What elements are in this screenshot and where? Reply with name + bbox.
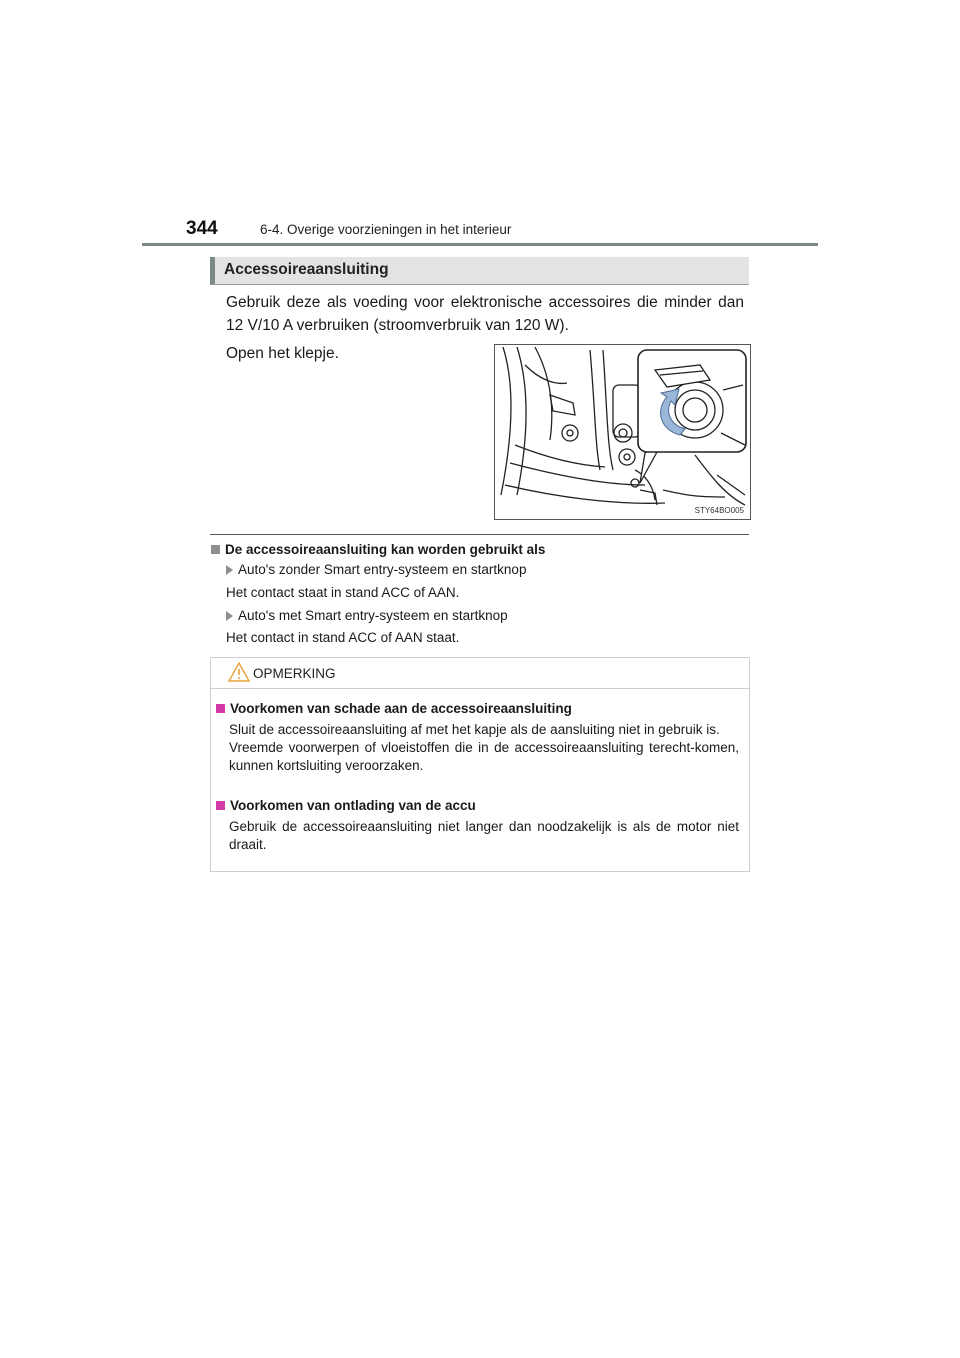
accessory-socket-illustration: [494, 344, 751, 520]
heading-text: Accessoireaansluiting: [224, 261, 389, 278]
condition-label: Auto's met Smart entry-systeem en startknop: [238, 608, 508, 623]
condition-text: Het contact staat in stand ACC of AAN.: [226, 585, 460, 600]
notice-header: [211, 658, 749, 689]
notice-label: OPMERKING: [253, 666, 336, 681]
square-bullet-icon: [211, 545, 220, 554]
intro-paragraph: Gebruik deze als voeding voor elektronische accessoires die minder dan 12 V/10 A verbruiken (stroomverbruik van 120 W).: [226, 294, 744, 334]
notice-box: [210, 657, 750, 872]
section-divider: [210, 534, 749, 535]
notice-paragraph: Sluit de accessoireaansluiting af met het kapje als de aansluiting niet in gebruik is.: [229, 722, 720, 737]
notice-item-title: [216, 798, 476, 813]
page-number: 344: [186, 218, 218, 239]
header-rule: [142, 243, 818, 246]
condition-label: Auto's zonder Smart entry-systeem en startknop: [238, 562, 527, 577]
notice-item-body: [229, 818, 739, 854]
triangle-bullet-icon: [226, 565, 233, 575]
list-item: [226, 608, 508, 623]
figure-code: STY64BO005: [694, 506, 744, 515]
step-text: Open het klepje.: [226, 345, 339, 362]
notice-paragraph: Gebruik de accessoireaansluiting niet langer dan noodzakelijk is als de motor niet draait.: [229, 819, 739, 852]
notice-item-title-text: Voorkomen van schade aan de accessoireaansluiting: [230, 701, 572, 716]
list-item: [226, 562, 526, 577]
warning-triangle-icon: [228, 662, 250, 682]
section-title: 6-4. Overige voorzieningen in het interieur: [260, 222, 512, 237]
usage-note-title: [211, 542, 545, 557]
dashboard-drawing: [495, 345, 750, 519]
usage-note-title-text: De accessoireaansluiting kan worden gebruikt als: [225, 542, 546, 557]
condition-text: Het contact in stand ACC of AAN staat.: [226, 630, 460, 645]
square-bullet-icon: [216, 801, 225, 810]
notice-item-title-text: Voorkomen van ontlading van de accu: [230, 798, 476, 813]
heading-accent-mark: [210, 257, 215, 284]
square-bullet-icon: [216, 704, 225, 713]
notice-item-body: [229, 721, 739, 775]
triangle-bullet-icon: [226, 611, 233, 621]
notice-paragraph: Vreemde voorwerpen of vloeistoffen die in de accessoireaansluiting terecht-komen, kunnen kortsluiting veroorzaken.: [229, 740, 739, 773]
section-heading: [210, 257, 749, 285]
notice-item-title: [216, 701, 572, 716]
